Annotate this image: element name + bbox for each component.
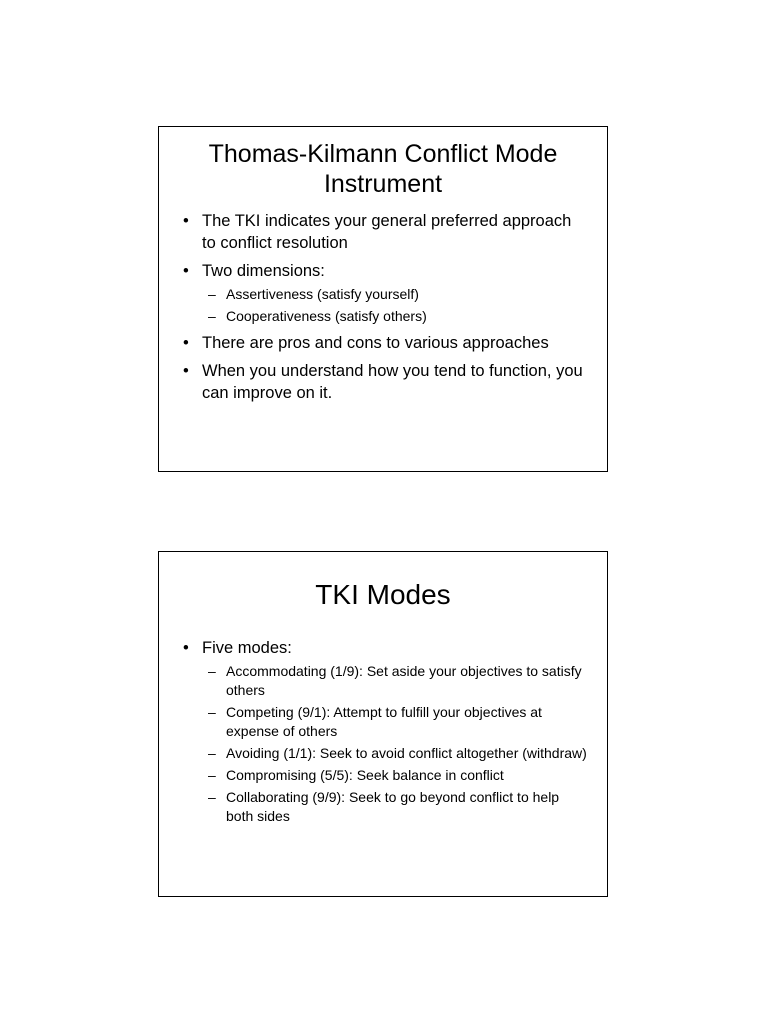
- bullet-text: Two dimensions:: [202, 262, 325, 280]
- dash-glyph: –: [208, 286, 216, 302]
- slide-1-bullet-2: [183, 260, 589, 326]
- sub-bullet: [208, 703, 589, 741]
- dash-glyph: –: [208, 789, 216, 805]
- bullet-text: Five modes:: [202, 639, 292, 657]
- sub-bullet: [208, 788, 589, 826]
- dash-glyph: –: [208, 745, 216, 761]
- sub-bullet-text: Avoiding (1/1): Seek to avoid conflict altogether (withdraw): [226, 745, 587, 761]
- slide-1-bullet-1: [183, 210, 589, 254]
- slide-2: [158, 551, 608, 897]
- slide-1-title: [159, 139, 607, 199]
- bullet-glyph: •: [183, 262, 189, 280]
- sub-bullet: [208, 285, 589, 304]
- sub-bullet-text: Collaborating (9/9): Seek to go beyond conflict to help both sides: [226, 789, 560, 824]
- slide-1-bullet-4: [183, 360, 589, 404]
- slide-1-bullet-list: [183, 210, 589, 410]
- dash-glyph: –: [208, 704, 216, 720]
- bullet-glyph: •: [183, 334, 189, 352]
- bullet-glyph: •: [183, 639, 189, 657]
- sub-bullet-text: Competing (9/1): Attempt to fulfill your objectives at expense of others: [226, 704, 542, 739]
- bullet-text: There are pros and cons to various approaches: [202, 334, 549, 352]
- slide-2-bullet-list: [183, 637, 589, 832]
- dash-glyph: –: [208, 767, 216, 783]
- slide-1-sub-list: [202, 285, 589, 326]
- sub-bullet: [208, 307, 589, 326]
- sub-bullet-text: Cooperativeness (satisfy others): [226, 308, 427, 324]
- bullet-glyph: •: [183, 212, 189, 230]
- sub-bullet: [208, 766, 589, 785]
- sub-bullet-text: Accommodating (1/9): Set aside your objectives to satisfy others: [226, 663, 582, 698]
- slide-2-bullet-1: [183, 637, 589, 826]
- bullet-text: The TKI indicates your general preferred approach to conflict resolution: [202, 212, 572, 252]
- slide-1-title-line-2: Instrument: [323, 170, 443, 198]
- sub-bullet-text: Compromising (5/5): Seek balance in conflict: [226, 767, 504, 783]
- slide-2-title: TKI Modes: [315, 579, 451, 610]
- sub-bullet: [208, 744, 589, 763]
- slide-1-title-line-1: Thomas-Kilmann Conflict Mode: [208, 140, 558, 168]
- slide-1: [158, 126, 608, 472]
- sub-bullet: [208, 662, 589, 700]
- bullet-glyph: •: [183, 362, 189, 380]
- bullet-text: When you understand how you tend to function, you can improve on it.: [202, 362, 583, 402]
- slide-2-sub-list: [202, 662, 589, 826]
- dash-glyph: –: [208, 308, 216, 324]
- dash-glyph: –: [208, 663, 216, 679]
- sub-bullet-text: Assertiveness (satisfy yourself): [226, 286, 419, 302]
- slide-1-bullet-3: [183, 332, 589, 354]
